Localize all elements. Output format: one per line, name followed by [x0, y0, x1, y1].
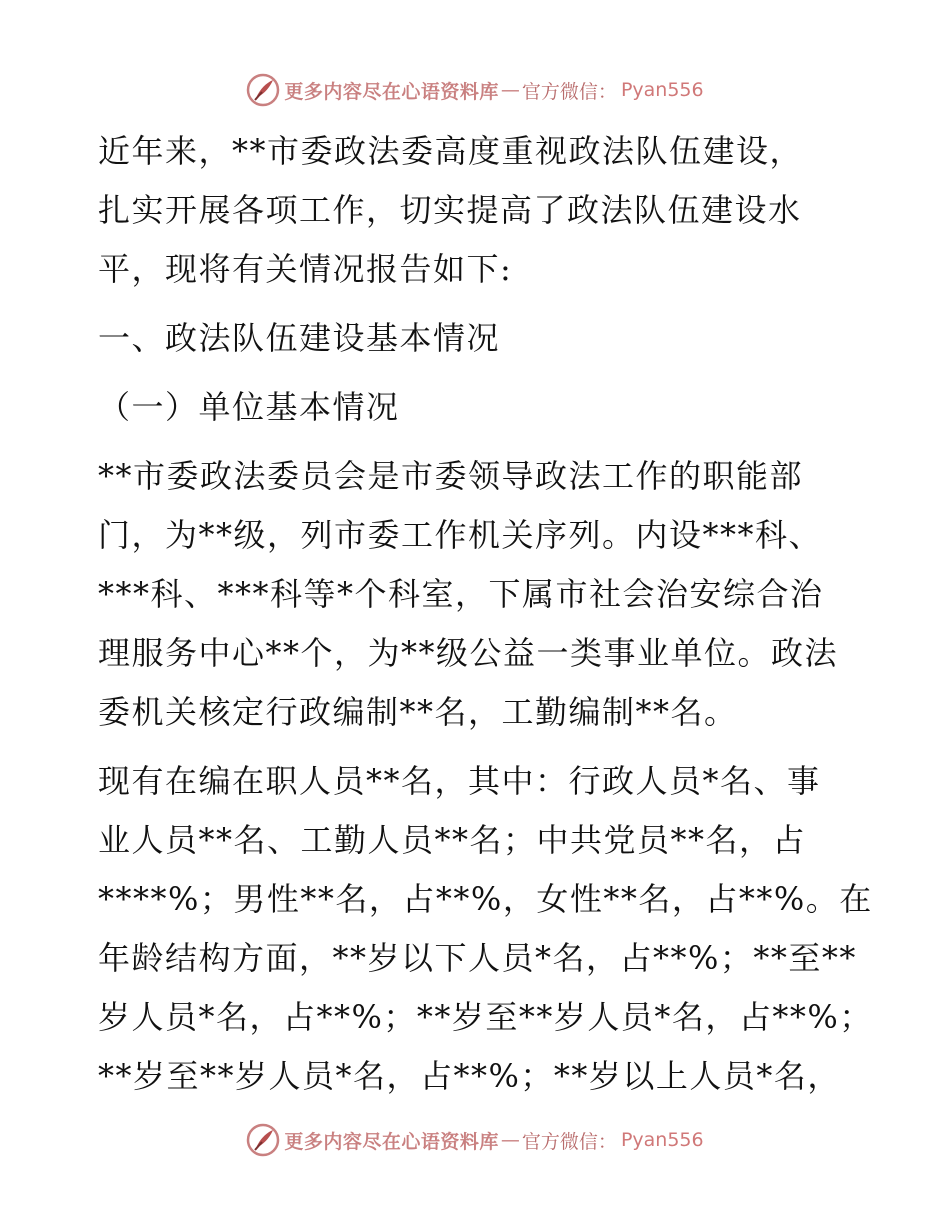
paragraph-line: 业人员**名、工勤人员**名；中共党员**名，占: [98, 821, 807, 859]
watermark-footer: [0, 1122, 950, 1158]
watermark-text: 更多内容尽在心语资料库: [284, 1130, 499, 1153]
paragraph-line: ***科、***科等*个科室，下属市社会治安综合治: [98, 575, 824, 613]
watermark-header: [0, 72, 950, 108]
paragraph-line: **市委政法委员会是市委领导政法工作的职能部: [98, 457, 804, 495]
paragraph-line: **岁至**岁人员*名，占**%；**岁以上人员*名，: [98, 1057, 841, 1095]
paragraph-line: 扎实开展各项工作，切实提高了政法队伍建设水: [98, 191, 802, 229]
watermark-dash: —: [500, 1129, 520, 1151]
paragraph-line: ****%；男性**名，占**%，女性**名，占**%。在: [98, 880, 873, 918]
watermark-wechat-id: Pyan556: [620, 1129, 704, 1151]
feather-logo-icon: [246, 1123, 280, 1157]
paragraph-line: 理服务中心**个，为**级公益一类事业单位。政法: [98, 634, 839, 672]
paragraph-line: 近年来，**市委政法委高度重视政法队伍建设，: [98, 132, 804, 170]
paragraph-line: 门，为**级，列市委工作机关序列。内设***科、: [98, 516, 823, 554]
paragraph-line: 年龄结构方面，**岁以下人员*名，占**%；**至**: [98, 939, 857, 977]
watermark-wechat-id: Pyan556: [620, 79, 704, 101]
paragraph-line: 平，现将有关情况报告如下:: [98, 250, 513, 288]
subsection-heading: （一）单位基本情况: [98, 388, 400, 426]
paragraph-line: 岁人员*名，占**%；**岁至**岁人员*名，占**%；: [98, 998, 873, 1036]
section-heading: 一、政法队伍建设基本情况: [98, 319, 501, 357]
watermark-wechat-label: 官方微信：: [521, 1130, 617, 1153]
watermark-wechat-label: 官方微信：: [521, 80, 617, 103]
paragraph-line: 委机关核定行政编制**名，工勤编制**名。: [98, 693, 738, 731]
paragraph-line: 现有在编在职人员**名，其中：行政人员*名、事: [98, 762, 821, 800]
watermark-text: 更多内容尽在心语资料库: [284, 80, 499, 103]
feather-logo-icon: [246, 73, 280, 107]
watermark-dash: —: [500, 79, 520, 101]
document-body: [98, 122, 873, 1106]
